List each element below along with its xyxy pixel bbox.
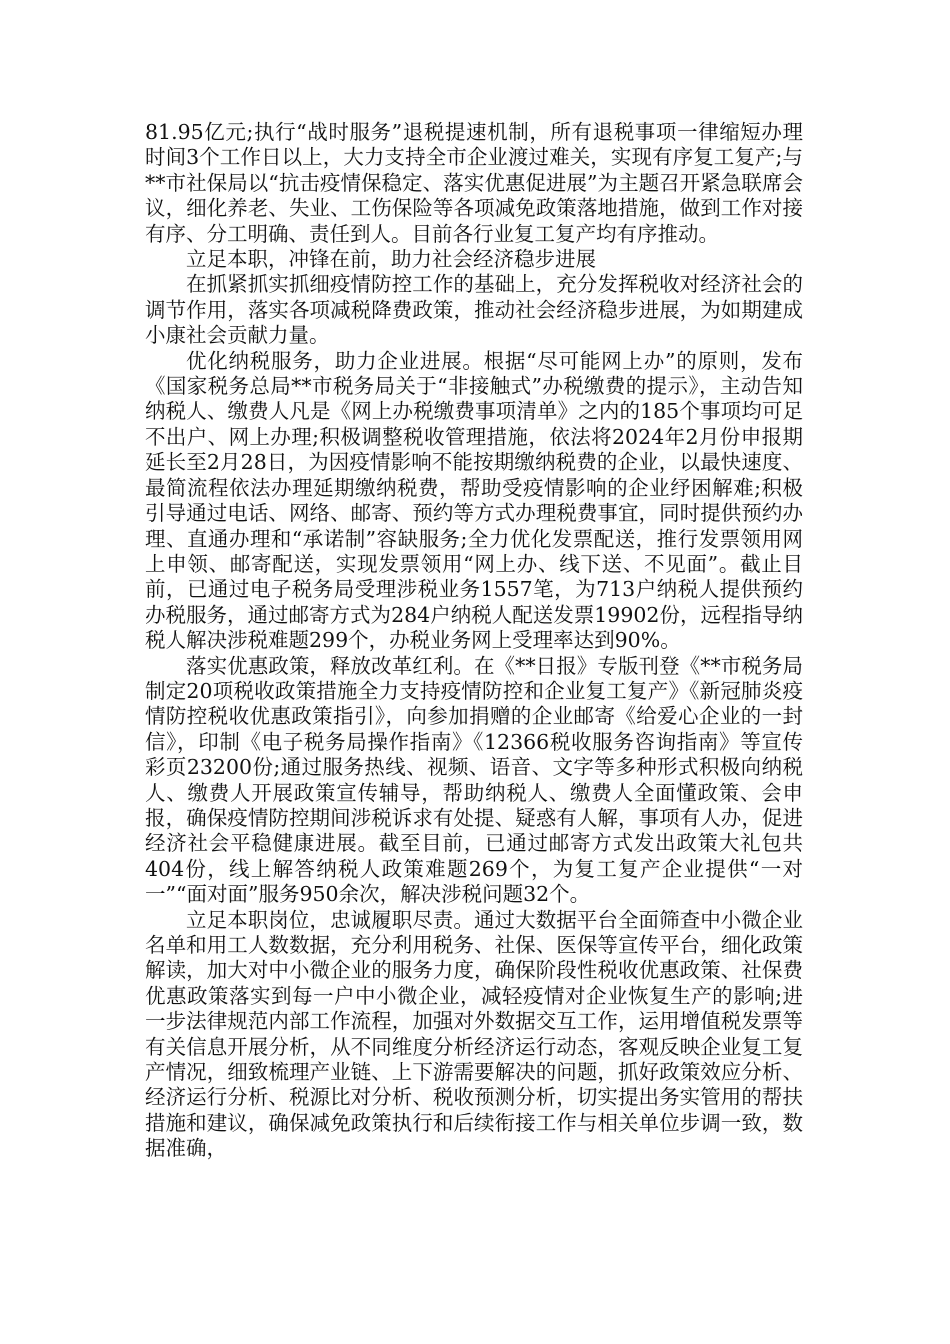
paragraph-duty: 立足本职岗位，忠诚履职尽责。通过大数据平台全面筛查中小微企业名单和用工人数数据，充分利用税务、社保、医保等宣传平台，细化政策解读，加大对中小微企业的服务力度，确保阶段性税收优惠政策、社保费优惠政策落实到每一户中小微企业，减轻疫情对企业恢复生产的影响;进一步法律规范内部工作流程，加强对外数据交互工作，运用增值税发票等有关信息开展分析，从不同维度分析经济运行动态，客观反映企业复工复产情况，细致梳理产业链、上下游需要解决的问题，抓好政策效应分析、经济运行分析、税源比对分析、税收预测分析，切实提出务实管用的帮扶措施和建议，确保减免政策执行和后续衔接工作与相关单位步调一致，数据准确，	[145, 907, 803, 1161]
paragraph-preferential-policy: 落实优惠政策，释放改革红利。在《**日报》专版刊登《**市税务局制定20项税收政策措施全力支持疫情防控和企业复工复产》《新冠肺炎疫情防控税收优惠政策指引》，向参加捐赠的企业邮寄《给爱心企业的一封信》，印制《电子税务局操作指南》《12366税收服务咨询指南》等宣传彩页23200份;通过服务热线、视频、语音、文字等多种形式积极向纳税人、缴费人开展政策宣传辅导，帮助纳税人、缴费人全面懂政策、会申报，确保疫情防控期间涉税诉求有处提、疑惑有人解，事项有人办，促进经济社会平稳健康进展。截至目前，已通过邮寄方式发出政策大礼包共404份，线上解答纳税人政策难题269个，为复工复产企业提供“一对一”“面对面”服务950余次，解决涉税问题32个。	[145, 653, 803, 907]
paragraph-intro: 在抓紧抓实抓细疫情防控工作的基础上，充分发挥税收对经济社会的调节作用，落实各项减税降费政策，推动社会经济稳步进展，为如期建成小康社会贡献力量。	[145, 272, 803, 348]
paragraph-continuation: 81.95亿元;执行“战时服务”退税提速机制，所有退税事项一律缩短办理时间3个工作日以上，大力支持全市企业渡过难关，实现有序复工复产;与**市社保局以“抗击疫情保稳定、落实优惠促进展”为主题召开紧急联席会议，细化养老、失业、工伤保险等各项减免政策落地措施，做到工作对接有序、分工明确、责任到人。目前各行业复工复产均有序推动。	[145, 120, 803, 246]
section-heading: 立足本职，冲锋在前，助力社会经济稳步进展	[186, 247, 596, 272]
paragraph-tax-service: 优化纳税服务，助力企业进展。根据“尽可能网上办”的原则，发布《国家税务总局**市税务局关于“非接触式”办税缴费的提示》，主动告知纳税人、缴费人凡是《网上办税缴费事项清单》之内的185个事项均可足不出户、网上办理;积极调整税收管理措施，依法将2024年2月份申报期延长至2月28日，为因疫情影响不能按期缴纳税费的企业，以最快速度、最简流程依法办理延期缴纳税费，帮助受疫情影响的企业纾困解难;积极引导通过电话、网络、邮寄、预约等方式办理税费事宜，同时提供预约办理、直通办理和“承诺制”容缺服务;全力优化发票配送，推行发票领用网上申领、邮寄配送，实现发票领用“网上办、线下送、不见面”。截止目前，已通过电子税务局受理涉税业务1557笔，为713户纳税人提供预约办税服务，通过邮寄方式为284户纳税人配送发票19902份，远程指导纳税人解决涉税难题299个，办税业务网上受理率达到90%。	[145, 348, 803, 653]
document-body	[145, 120, 803, 1162]
